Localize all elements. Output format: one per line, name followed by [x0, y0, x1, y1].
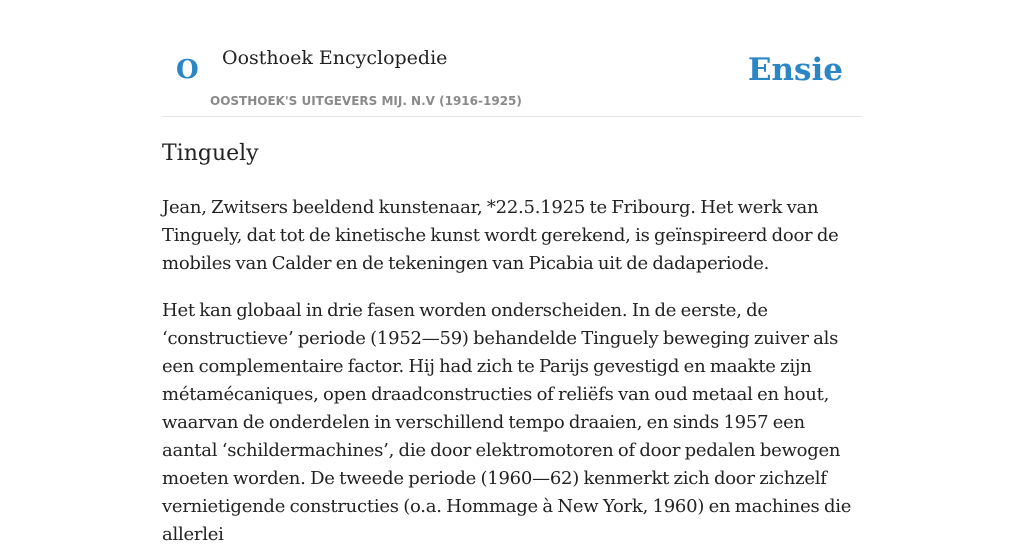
article-title: Tinguely	[162, 141, 259, 166]
article	[162, 138, 862, 549]
site-header	[162, 0, 862, 117]
article-paragraph: Jean, Zwitsers beeldend kunstenaar, *22.5.1925 te Fribourg. Het werk van Tinguely, dat tot de kinetische kunst wordt gerekend, is geïnspireerd door de mobiles van Calder en de tekeningen van Picabia uit de dadaperiode.	[162, 197, 839, 274]
publisher-subtitle: OOSTHOEK'S UITGEVERS MIJ. N.V (1916-1925)	[210, 94, 522, 108]
ensie-brand-link[interactable]: Ensie	[747, 52, 843, 88]
site-title[interactable]: Oosthoek Encyclopedie	[222, 47, 448, 69]
article-paragraph: Het kan globaal in drie fasen worden onderscheiden. In de eerste, de ‘constructieve’ periode (1952—59) behandelde Tinguely beweging zuiver als een complementaire factor. Hij had zich te Parijs gevestigd en maakte zijn métamécaniques, open draadconstructies of reliëfs van oud metaal en hout, waarvan de onderdelen in verschillend tempo draaien, en sinds 1957 een aantal ‘schildermachines’, die door elektromotoren of door pedalen bewogen moeten worden. De tweede periode (1960—62) kenmerkt zich door zichzelf vernietigende constructies (o.a. Hommage à New York, 1960) en machines die allerlei	[162, 300, 852, 545]
site-logo[interactable]: O	[176, 55, 199, 85]
